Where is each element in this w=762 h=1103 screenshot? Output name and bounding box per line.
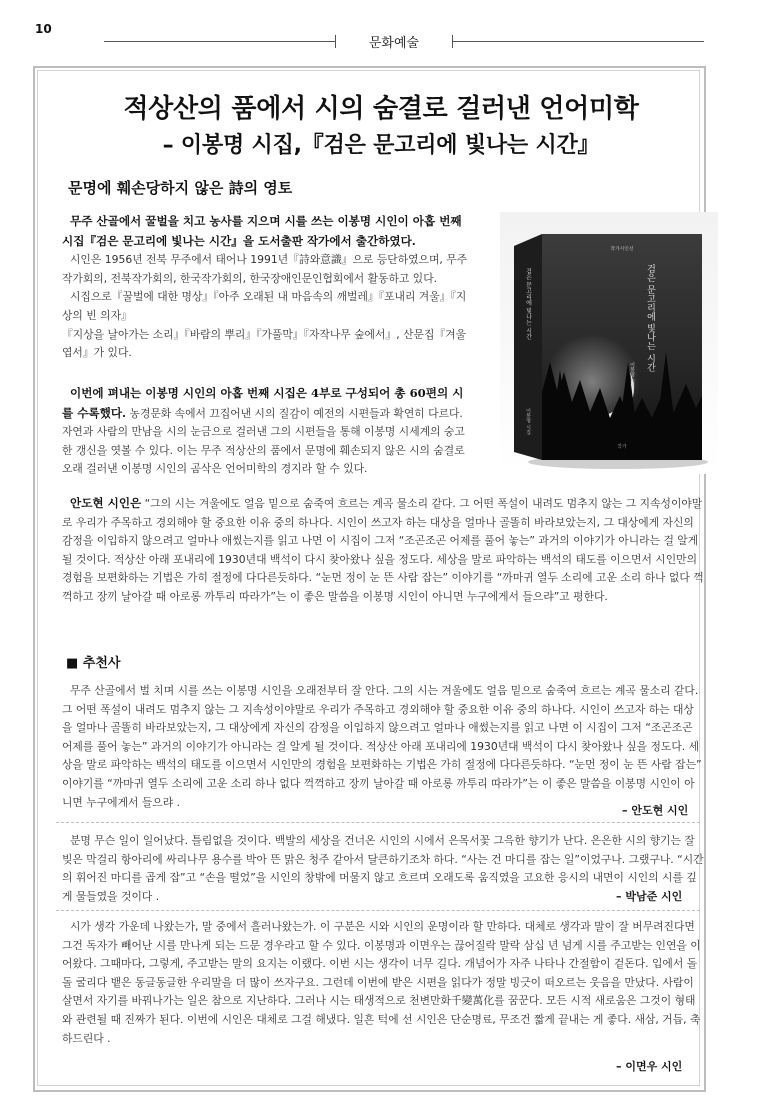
recommendation-2-signature: – 박남준 시인 [616,890,683,903]
ando-lead: 안도현 시인은 [70,496,142,510]
article-subheading: 문명에 훼손당하지 않은 詩의 영토 [68,179,293,197]
divider-2 [56,910,700,911]
intro-lead: 무주 산골에서 꿀벌을 치고 농사를 지으며 시를 쓰는 이봉명 시인이 아홉 번째 시집『검은 문고리에 빛나는 시간』을 도서출판 작가에서 출간하였다. [62,214,462,248]
body-lead: 이번에 펴내는 이봉명 시인의 아홉 번째 시집은 4부로 구성되어 총 60편의 시를 수록했다. [62,386,464,420]
article-subtitle: – 이봉명 시집,『검은 문고리에 빛나는 시간』 [162,133,600,158]
recommendation-1-text: 무주 산골에서 벌 치며 시를 쓰는 이봉명 시인을 오래전부터 잘 안다. 그의 시는 겨울에도 얼음 밑으로 숨죽여 흐르는 계곡 물소리 같다. 그 어떤 폭설이 내려도 멈추지 않는 그 지속성이야말로 우리가 주목하고 경외해야 할 중요한 이유 중의 하나다. 시인이 쓰고자 하는 대상을 얼마나 골똘히 바라보았는지, 그 대상에게 자신의 감정을 이입하지 않으려고 얼마나 애썼는지를 읽고 나면 이 시집이 그저 “조곤조곤 어제를 풀어 놓는” 과거의 이야기가 아니라는 걸 알게 될 것이다. 적상산 아래 포내리에 1930년대 백석이 다시 찾아왔나 싶을 정도다. 세상을 말로 파악하는 백석의 태도를 이으면서 시인만의 경험을 보편화하는 기법은 가히 절정에 다다른듯하다. “눈먼 정이 눈 뜬 사람 잡는” 이야기를 “까마귀 열두 소리에 고운 소리 하나 없다 꺽꺽하고 장끼 날아갈 때 아로롱 까투리 따라가”는 이 좋은 말씀을 이봉명 시인이 아니면 누구에게서 들으랴 . [62,684,702,809]
cover-author: 이봉명 시집 [629,362,635,389]
header-rule-right [452,41,704,42]
book-cover-art [500,212,718,474]
recommendation-1-signature: – 안도현 시인 [622,804,689,817]
spine-title: 검은 문고리에 빛나는 시간 [524,268,532,340]
recommendations-heading: ■ 추천사 [66,656,121,671]
intro-books: 시집으로『꿀벌에 대한 명상』『아주 오래된 내 마음속의 깨벌레』『포내리 겨울』『지상의 빈 의자』 [62,290,467,322]
cover-publisher: 작가 [617,444,627,450]
recommendation-2 [62,832,704,906]
book-cover-image [500,212,718,474]
recommendation-3 [62,918,704,1048]
page-number: 10 [35,22,52,36]
body-text: 농경문화 속에서 끄집어낸 시의 질감이 예전의 시편들과 확연히 다르다. 자연과 사람의 만남을 시의 눈금으로 걸러낸 그의 시편들을 통해 이봉명 시세계의 숭고한 갱신을 엿볼 수 있다. 이는 무주 적상산의 품에서 문명에 훼손되지 않은 시의 숨결로 오래 걸러낸 이봉명 시인의 곰삭은 언어미학의 경지라 할 수 있다. [62,406,465,476]
recommendation-1 [62,682,704,812]
intro-books-2: 『지상을 날아가는 소리』『바람의 뿌리』『가풀막』『자작나무 숲에서』, 산문집『겨울엽서』가 있다. [62,327,467,360]
header-rule-left [104,41,336,42]
header-tick-left [335,35,336,48]
body-block [62,384,474,479]
recommendation-3-signature: – 이면우 시인 [616,1060,683,1073]
ando-block [62,494,704,607]
cover-title: 검은 문고리에 빛나는 시간 [645,264,655,372]
intro-bio: 시인은 1956년 전북 무주에서 태어나 1991년『詩와意識』으로 등단하였으며, 무주작가회의, 전북작가회의, 한국작가회의, 한국장애인문인협회에서 활동하고 있다. [62,253,468,285]
recommendation-3-text: 시가 생각 가운데 나왔는가, 말 중에서 흘러나왔는가. 이 구분은 시와 시인의 운명이라 할 만하다. 대체로 생각과 말이 잘 버무려진다면 그건 독자가 빼어난 시를 만나게 되는 드문 경우라고 할 수 있다. 이봉명과 이면우는 끊어질락 말락 삼십 년 넘게 시를 주고받는 인연을 이어왔다. 그때마다, 그렇게, 주고받는 말의 요지는 이랬다. 이번 시는 생각이 너무 길다. 개념어가 자주 나타나 간절함이 겉돈다. 입에서 돌돌 굴리다 뱉은 동글동글한 우리말을 더 많이 쓰자구요. 그런데 이번에 받은 시편을 읽다가 정말 빙긋이 떠오르는 웃음을 만났다. 사람이 살면서 자기를 바꿔나가는 일은 참으로 지난하다. 그러나 시는 태생적으로 천변만화千變萬化를 꿈꾼다. 모든 시적 새로움은 그것이 형태와 관련될 때 진짜가 된다. 이번에 시인은 대체로 그걸 해냈다. 일흔 턱에 선 시인은 단순명료, 무조건 짧게 끝내는 게 좋다. 새삼, 거듭, 축하드린다 . [62,920,701,1045]
article-title: 적상산의 품에서 시의 숨결로 걸러낸 언어미학 [123,94,639,124]
section-label: 문화예술 [368,36,420,51]
recommendation-2-text: 분명 무슨 일이 일어났다. 틀림없을 것이다. 백발의 세상을 건너온 시인의 시에서 은목서꽃 그윽한 향기가 난다. 은은한 시의 향기는 잘 빚은 막걸리 항아리에 싸리나무 용수를 박아 뜬 맑은 청주 같아서 달큰하기조차 하다. “사는 건 마디를 잡는 일”이었구나. 그랬구나. “시간의 휘어진 마디를 곱게 잡”고 “손을 떨었”을 시인의 창밖에 머물지 않고 흐르며 오래도록 움직였을 고요한 응시의 내면이 시인의 시를 깊게 물들였을 것이다 . [62,834,704,903]
spine-author: 이봉명 시집 [525,408,531,435]
divider-1 [56,822,700,823]
cover-series: 작가시인선 [610,247,634,252]
intro-block [62,212,474,363]
ando-text: “그의 시는 겨울에도 얼음 밑으로 숨죽여 흐르는 계곡 물소리 같다. 그 어떤 폭설이 내려도 멈추지 않는 그 지속성이야말로 우리가 주목하고 경외해야 할 중요한 이유 중의 하나다. 시인이 쓰고자 하는 대상을 얼마나 골똘히 바라보았는지, 그 대상에게 자신의 감정을 이입하지 않으려고 얼마나 애썼는지를 읽고 나면 이 시집이 그저 “조곤조곤 어제를 풀어 놓는” 과거의 이야기가 아니라는 걸 알게 될 것이다. 적상산 아래 포내리에 1930년대 백석이 다시 찾아왔나 싶을 정도다. 세상을 말로 파악하는 백석의 태도를 이으면서 시인만의 경험을 보편화하는 기법은 가히 절정에 다다른듯하다. “눈먼 정이 눈 뜬 사람 잡는” 이야기를 “까마귀 열두 소리에 고운 소리 하나 없다 꺽꺽하고 장끼 날아갈 때 아로롱 까투리 따라가”는 이 좋은 말씀을 이봉명 시인이 아니면 누구에게서 들으랴”고 평한다. [62,497,704,603]
